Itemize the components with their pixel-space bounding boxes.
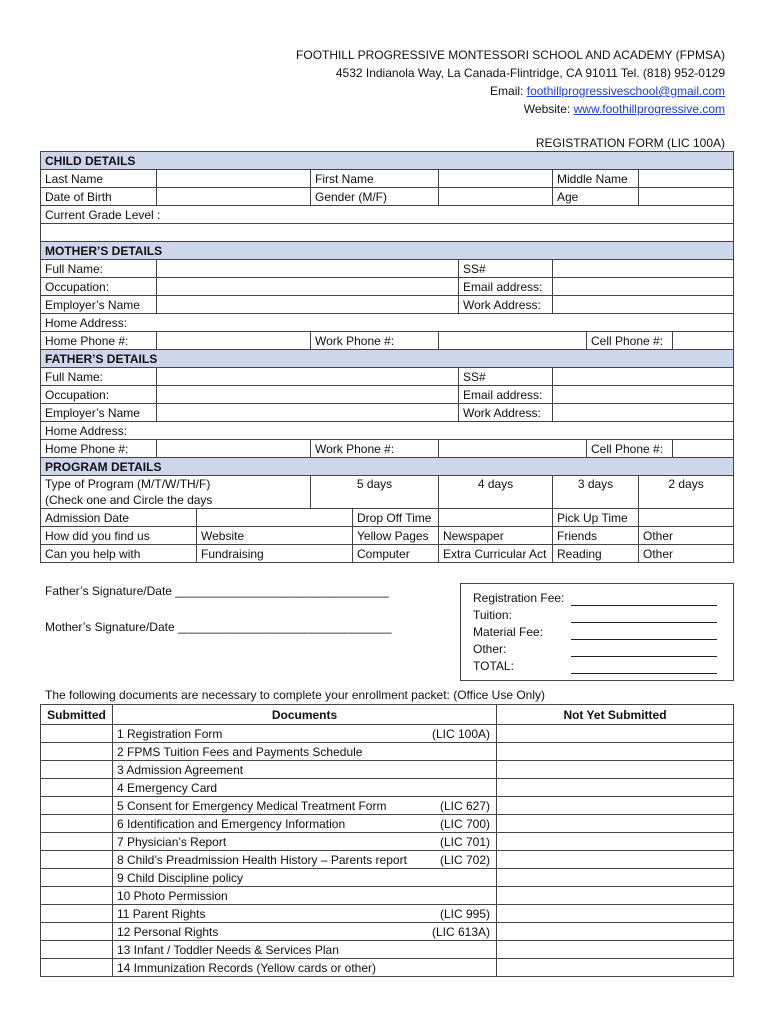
submitted-cell[interactable]: [41, 959, 113, 977]
document-name: 12 Personal Rights: [117, 924, 219, 939]
father-occupation-field[interactable]: [157, 386, 459, 404]
option-website[interactable]: Website: [197, 527, 353, 545]
form-title: REGISTRATION FORM (LIC 100A): [535, 136, 725, 150]
program-5-days[interactable]: 5 days: [311, 476, 439, 509]
document-name-cell: [113, 941, 497, 959]
father-work-phone-field[interactable]: [439, 440, 587, 458]
document-name: 7 Physician’s Report: [117, 834, 227, 849]
program-type-line1: Type of Program (M/T/W/TH/F): [45, 477, 211, 491]
mother-cell-phone-label: Cell Phone #:: [587, 332, 673, 350]
first-name-field[interactable]: [439, 170, 553, 188]
option-other-help[interactable]: Other: [639, 545, 734, 563]
document-name-cell: [113, 725, 497, 743]
option-reading[interactable]: Reading: [553, 545, 639, 563]
submitted-cell[interactable]: [41, 779, 113, 797]
document-row: [41, 779, 734, 797]
document-name: 11 Parent Rights: [117, 906, 206, 921]
material-fee-label: Material Fee:: [473, 625, 544, 639]
other-fee-label: Other:: [473, 642, 507, 656]
option-other-find[interactable]: Other: [639, 527, 734, 545]
document-name: 10 Photo Permission: [117, 888, 228, 903]
school-website: [296, 100, 725, 118]
father-email-label: Email address:: [459, 386, 553, 404]
document-name-cell: [113, 833, 497, 851]
gender-label: Gender (M/F): [311, 188, 439, 206]
school-address: 4532 Indianola Way, La Canada-Flintridge, CA 91011 Tel. (818) 952-0129: [335, 66, 725, 80]
document-lic-code: (LIC 700): [439, 816, 490, 831]
not-submitted-cell[interactable]: [497, 797, 734, 815]
father-home-phone-label: Home Phone #:: [41, 440, 157, 458]
document-row: [41, 797, 734, 815]
last-name-field[interactable]: [157, 170, 311, 188]
not-submitted-cell[interactable]: [497, 905, 734, 923]
mother-occupation-label: Occupation:: [41, 278, 157, 296]
find-us-label: How did you find us: [41, 527, 197, 545]
document-name-cell: [113, 815, 497, 833]
mother-work-phone-field[interactable]: [439, 332, 587, 350]
father-ss-label: SS#: [459, 368, 553, 386]
mother-full-name-field[interactable]: [157, 260, 459, 278]
father-employer-field[interactable]: [157, 404, 459, 422]
submitted-cell[interactable]: [41, 833, 113, 851]
school-header: [296, 46, 725, 118]
father-occupation-label: Occupation:: [41, 386, 157, 404]
dropoff-time-field[interactable]: [439, 509, 553, 527]
gender-field[interactable]: [439, 188, 553, 206]
father-ss-field[interactable]: [553, 368, 734, 386]
col-documents: Documents: [113, 705, 497, 725]
option-extracurricular[interactable]: Extra Curricular Act: [439, 545, 553, 563]
child-details-title: CHILD DETAILS: [41, 152, 734, 170]
submitted-cell[interactable]: [41, 725, 113, 743]
registration-grid: [40, 151, 734, 563]
not-submitted-cell[interactable]: [497, 725, 734, 743]
submitted-cell[interactable]: [41, 815, 113, 833]
last-name-label: Last Name: [41, 170, 157, 188]
mother-occupation-field[interactable]: [157, 278, 459, 296]
documents-table: [40, 704, 734, 977]
mother-email-label: Email address:: [459, 278, 553, 296]
email-link[interactable]: foothillprogressiveschool@gmail.com: [526, 84, 725, 98]
program-2-days[interactable]: 2 days: [639, 476, 734, 509]
not-submitted-cell[interactable]: [497, 941, 734, 959]
material-fee-field[interactable]: [571, 627, 717, 640]
registration-fee-label: Registration Fee:: [473, 591, 565, 605]
document-row: [41, 905, 734, 923]
submitted-cell[interactable]: [41, 887, 113, 905]
document-lic-code: (LIC 701): [439, 834, 490, 849]
father-home-address-field[interactable]: Home Address:: [41, 422, 734, 440]
option-fundraising[interactable]: Fundraising: [197, 545, 353, 563]
spacer-row: [41, 224, 734, 242]
program-type-line2: (Check one and Circle the days: [45, 493, 213, 507]
father-work-address-label: Work Address:: [459, 404, 553, 422]
submitted-cell[interactable]: [41, 923, 113, 941]
document-name-cell: [113, 887, 497, 905]
option-yellow-pages[interactable]: Yellow Pages: [353, 527, 439, 545]
middle-name-field[interactable]: [639, 170, 734, 188]
submitted-cell[interactable]: [41, 797, 113, 815]
not-submitted-cell[interactable]: [497, 851, 734, 869]
age-field[interactable]: [639, 188, 734, 206]
document-name: 13 Infant / Toddler Needs & Services Plan: [117, 942, 339, 957]
mother-full-name-label: Full Name:: [41, 260, 157, 278]
father-cell-phone-field[interactable]: [673, 440, 734, 458]
mother-details-title: MOTHER’S DETAILS: [41, 242, 734, 260]
total-field[interactable]: [571, 661, 717, 674]
admission-date-label: Admission Date: [41, 509, 197, 527]
pickup-time-field[interactable]: [639, 509, 734, 527]
registration-fee-field[interactable]: [571, 593, 717, 606]
document-row: [41, 815, 734, 833]
mother-work-address-field[interactable]: [553, 296, 734, 314]
document-name-cell: [113, 959, 497, 977]
age-label: Age: [553, 188, 639, 206]
document-name-cell: [113, 905, 497, 923]
document-name-cell: [113, 761, 497, 779]
father-full-name-label: Full Name:: [41, 368, 157, 386]
document-name-cell: [113, 743, 497, 761]
mother-ss-label: SS#: [459, 260, 553, 278]
fee-box: [460, 583, 734, 681]
dob-field[interactable]: [157, 188, 311, 206]
father-full-name-field[interactable]: [157, 368, 459, 386]
document-row: [41, 833, 734, 851]
mother-home-phone-field[interactable]: [157, 332, 311, 350]
document-row: [41, 725, 734, 743]
middle-name-label: Middle Name: [553, 170, 639, 188]
admission-date-field[interactable]: [197, 509, 353, 527]
mother-email-field[interactable]: [553, 278, 734, 296]
col-not-submitted: Not Yet Submitted: [497, 705, 734, 725]
not-submitted-cell[interactable]: [497, 833, 734, 851]
document-row: [41, 743, 734, 761]
option-friends[interactable]: Friends: [553, 527, 639, 545]
dropoff-time-label: Drop Off Time: [353, 509, 439, 527]
father-email-field[interactable]: [553, 386, 734, 404]
father-signature-line[interactable]: Father’s Signature/Date ________________________________: [45, 584, 389, 598]
submitted-cell[interactable]: [41, 869, 113, 887]
mother-employer-label: Employer’s Name: [41, 296, 157, 314]
document-row: [41, 851, 734, 869]
not-submitted-cell[interactable]: [497, 779, 734, 797]
option-computer[interactable]: Computer: [353, 545, 439, 563]
email-label: Email:: [490, 84, 527, 98]
document-name-cell: [113, 851, 497, 869]
document-row: [41, 761, 734, 779]
mother-cell-phone-field[interactable]: [673, 332, 734, 350]
father-work-phone-label: Work Phone #:: [311, 440, 439, 458]
father-work-address-field[interactable]: [553, 404, 734, 422]
mother-employer-field[interactable]: [157, 296, 459, 314]
father-details-title: FATHER’S DETAILS: [41, 350, 734, 368]
document-row: [41, 959, 734, 977]
document-lic-code: (LIC 100A): [431, 726, 490, 741]
document-row: [41, 869, 734, 887]
help-with-label: Can you help with: [41, 545, 197, 563]
program-details-title: PROGRAM DETAILS: [41, 458, 734, 476]
school-email: [296, 82, 725, 100]
father-employer-label: Employer’s Name: [41, 404, 157, 422]
document-lic-code: (LIC 613A): [431, 924, 490, 939]
document-name: 6 Identification and Emergency Information: [117, 816, 346, 831]
not-submitted-cell[interactable]: [497, 743, 734, 761]
program-3-days[interactable]: 3 days: [553, 476, 639, 509]
submitted-cell[interactable]: [41, 851, 113, 869]
mother-home-phone-label: Home Phone #:: [41, 332, 157, 350]
mother-signature-line[interactable]: Mother’s Signature/Date ________________________________: [45, 620, 392, 634]
mother-work-address-label: Work Address:: [459, 296, 553, 314]
dob-label: Date of Birth: [41, 188, 157, 206]
website-link[interactable]: www.foothillprogressive.com: [573, 102, 725, 116]
document-lic-code: (LIC 627): [439, 798, 490, 813]
document-name: 8 Child’s Preadmission Health History – Parents report: [117, 852, 407, 867]
document-name-cell: [113, 923, 497, 941]
document-name: 9 Child Discipline policy: [117, 870, 244, 885]
submitted-cell[interactable]: [41, 743, 113, 761]
col-submitted: Submitted: [41, 705, 113, 725]
option-newspaper[interactable]: Newspaper: [439, 527, 553, 545]
not-submitted-cell[interactable]: [497, 887, 734, 905]
program-type-label: [41, 476, 311, 509]
documents-intro: The following documents are necessary to complete your enrollment packet: (Office Use Only): [45, 688, 546, 702]
document-lic-code: (LIC 702): [439, 852, 490, 867]
document-name: 4 Emergency Card: [117, 780, 218, 795]
pickup-time-label: Pick Up Time: [553, 509, 639, 527]
mother-ss-field[interactable]: [553, 260, 734, 278]
not-submitted-cell[interactable]: [497, 923, 734, 941]
not-submitted-cell[interactable]: [497, 815, 734, 833]
tuition-label: Tuition:: [473, 608, 512, 622]
document-name-cell: [113, 779, 497, 797]
other-fee-field[interactable]: [571, 644, 717, 657]
tuition-field[interactable]: [571, 610, 717, 623]
document-name: 5 Consent for Emergency Medical Treatment Form: [117, 798, 387, 813]
first-name-label: First Name: [311, 170, 439, 188]
father-home-phone-field[interactable]: [157, 440, 311, 458]
submitted-cell[interactable]: [41, 761, 113, 779]
document-name-cell: [113, 797, 497, 815]
document-name-cell: [113, 869, 497, 887]
not-submitted-cell[interactable]: [497, 761, 734, 779]
website-label: Website:: [523, 102, 574, 116]
document-lic-code: (LIC 995): [439, 906, 490, 921]
mother-work-phone-label: Work Phone #:: [311, 332, 439, 350]
grade-level-field[interactable]: Current Grade Level :: [41, 206, 734, 224]
not-submitted-cell[interactable]: [497, 869, 734, 887]
submitted-cell[interactable]: [41, 941, 113, 959]
submitted-cell[interactable]: [41, 905, 113, 923]
father-cell-phone-label: Cell Phone #:: [587, 440, 673, 458]
document-row: [41, 887, 734, 905]
document-row: [41, 923, 734, 941]
document-name: 1 Registration Form: [117, 726, 223, 741]
mother-home-address-field[interactable]: Home Address:: [41, 314, 734, 332]
not-submitted-cell[interactable]: [497, 959, 734, 977]
document-name: 3 Admission Agreement: [117, 762, 244, 777]
document-name: 2 FPMS Tuition Fees and Payments Schedule: [117, 744, 363, 759]
total-label: TOTAL:: [473, 659, 514, 673]
school-name: FOOTHILL PROGRESSIVE MONTESSORI SCHOOL AND ACADEMY (FPMSA): [296, 48, 725, 62]
document-row: [41, 941, 734, 959]
program-4-days[interactable]: 4 days: [439, 476, 553, 509]
document-name: 14 Immunization Records (Yellow cards or other): [117, 960, 377, 975]
